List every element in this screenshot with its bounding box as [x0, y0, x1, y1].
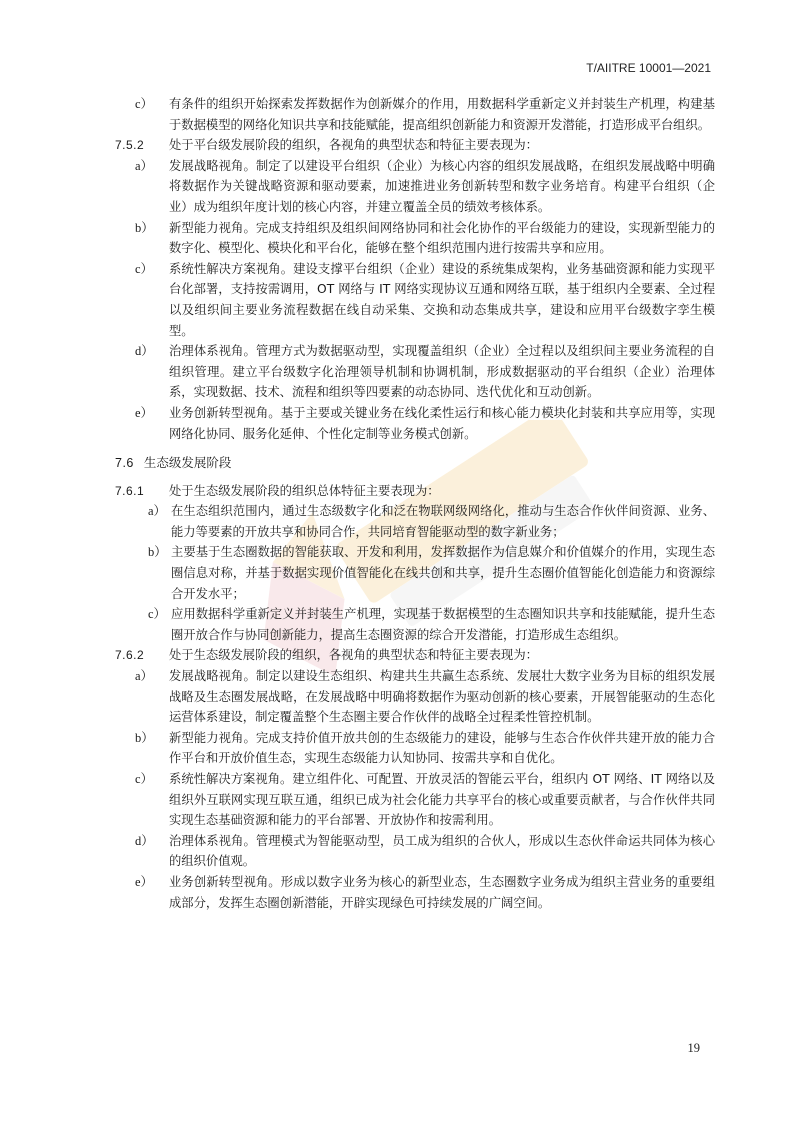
section-number: 7.6	[115, 456, 134, 471]
list-marker: d）	[135, 344, 154, 359]
list-marker: c）	[135, 772, 154, 786]
clause-number: 7.6.2	[115, 648, 145, 663]
list-item	[115, 728, 715, 769]
list-item-text: 新型能力视角。完成支持价值开放共创的生态级能力的建设，能够与生态合作伙伴共建开放的能力合作平台和开放价值生态，实现生态级能力认知协同、按需共享和自优化。	[169, 730, 715, 766]
list-item-text: 新型能力视角。完成支持组织及组织间网络协同和社会化协作的平台级能力的建设，实现新型能力的数字化、模型化、模块化和平台化，能够在整个组织范围内进行按需共享和应用。	[169, 220, 715, 256]
list-marker: b）	[148, 545, 167, 560]
list-item-text: 在生态组织范围内，通过生态级数字化和泛在物联网级网络化，推动与生态合作伙伴间资源、业务、能力等要素的开放共享和协同合作，共同培育智能驱动型的数字新业务；	[171, 504, 715, 539]
list-item-text: 主要基于生态圈数据的智能获取、开发和利用，发挥数据作为信息媒介和价值媒介的作用，实现生态圈信息对称，并基于数据实现价值智能化在线共创和共享，提升生态圈价值智能化创造能力和资源综合开发水平；	[171, 545, 715, 601]
clause-paragraph	[115, 135, 715, 156]
clause-paragraph	[115, 645, 715, 666]
clause-paragraph	[115, 481, 715, 502]
document-id: T/AIITRE 10001—2021	[586, 61, 711, 75]
list-item	[115, 501, 715, 542]
list-item	[115, 94, 715, 135]
list-marker: e）	[135, 874, 154, 889]
clause-text: 处于生态级发展阶段的组织总体特征主要表现为：	[169, 483, 440, 498]
section-title: 生态级发展阶段	[143, 455, 232, 471]
list-item-text: 治理体系视角。管理模式为智能驱动型，员工成为组织的合伙人，形成以生态伙伴命运共同体为核心的组织价值观。	[169, 833, 715, 869]
list-marker: a）	[148, 504, 167, 519]
list-item-text: 业务创新转型视角。形成以数字业务为核心的新型业态，生态圈数字业务成为组织主营业务的重要组成部分，发挥生态圈创新潜能，开辟实现绿色可持续发展的广阔空间。	[169, 874, 715, 910]
list-item-text: 有条件的组织开始探索发挥数据作为创新媒介的作用，用数据科学重新定义并封装生产机理，构建基于数据模型的网络化知识共享和技能赋能，提高组织创新能力和资源开发潜能，打造形成平台组织。	[169, 97, 715, 132]
list-marker: b）	[135, 220, 154, 235]
list-marker: b）	[135, 730, 154, 745]
list-item	[115, 156, 715, 218]
list-item	[115, 341, 715, 403]
list-item-text: 应用数据科学重新定义并封装生产机理，实现基于数据模型的生态圈知识共享和技能赋能，提升生态圈开放合作与协同创新能力，提高生态圈资源的综合开发潜能，打造形成生态组织。	[171, 607, 715, 642]
list-marker: c）	[135, 97, 154, 111]
list-item	[115, 403, 715, 444]
list-marker: c）	[148, 607, 167, 622]
section-heading	[115, 453, 715, 474]
list-item	[115, 666, 715, 728]
list-item-text: 治理体系视角。管理方式为数据驱动型，实现覆盖组织（企业）全过程以及组织间主要业务流程的自组织管理。建立平台级数字化治理领导机制和协调机制，形成数据驱动的平台组织（企业）治理体系，实现数据、技术、流程和组织等四要素的动态协同、迭代优化和互动创新。	[169, 344, 715, 400]
clause-text: 处于平台级发展阶段的组织，各视角的典型状态和特征主要表现为：	[169, 138, 538, 153]
clause-number: 7.6.1	[115, 483, 145, 498]
list-item-text: 发展战略视角。制定了以建设平台组织（企业）为核心内容的组织发展战略，在组织发展战略中明确将数据作为关键战略资源和驱动要素，加速推进业务创新转型和数字业务培育。构建平台组织（企业）成为组织年度计划的核心内容，并建立覆盖全员的绩效考核体系。	[169, 158, 715, 214]
list-marker: d）	[135, 833, 154, 848]
list-marker: a）	[135, 669, 154, 684]
list-item	[115, 218, 715, 259]
clause-text: 处于生态级发展阶段的组织，各视角的典型状态和特征主要表现为：	[169, 648, 538, 663]
list-item	[115, 831, 715, 872]
list-marker: a）	[135, 158, 154, 173]
list-item-text: 系统性解决方案视角。建立组件化、可配置、开放灵活的智能云平台，组织内 OT 网络、IT 网络以及组织外互联网实现互联互通，组织已成为社会化能力共享平台的核心或重要贡献者，与合作伙伴共同实现生态基础资源和能力的平台部署、开放协作和按需利用。	[169, 772, 715, 828]
list-item	[115, 259, 715, 341]
list-item	[115, 769, 715, 831]
list-item-text: 发展战略视角。制定以建设生态组织、构建共生共赢生态系统、发展壮大数字业务为目标的组织发展战略及生态圈发展战略，在发展战略中明确将数据作为驱动创新的核心要素，开展智能驱动的生态化运营体系建设，制定覆盖整个生态圈主要合作伙伴的战略全过程柔性管控机制。	[169, 669, 715, 725]
clause-number: 7.5.2	[115, 138, 145, 153]
document-body	[115, 94, 715, 913]
list-item-text: 业务创新转型视角。基于主要或关键业务在线化柔性运行和核心能力模块化封装和共享应用等，实现网络化协同、服务化延伸、个性化定制等业务模式创新。	[169, 405, 715, 441]
list-item	[115, 604, 715, 645]
list-item	[115, 542, 715, 604]
list-marker: c）	[135, 261, 154, 276]
list-item-text: 系统性解决方案视角。建设支撑平台组织（企业）建设的系统集成架构，业务基础资源和能力实现平台化部署，支持按需调用，OT 网络与 IT 网络实现协议互通和网络互联，基于组织内全要素、全过程以及组织间主要业务流程数据在线自动采集、交换和动态集成共享，建设和应用平台级数字孪生模型。	[169, 261, 715, 338]
list-item	[115, 872, 715, 913]
page-number: 19	[687, 1041, 700, 1055]
list-marker: e）	[135, 405, 154, 420]
